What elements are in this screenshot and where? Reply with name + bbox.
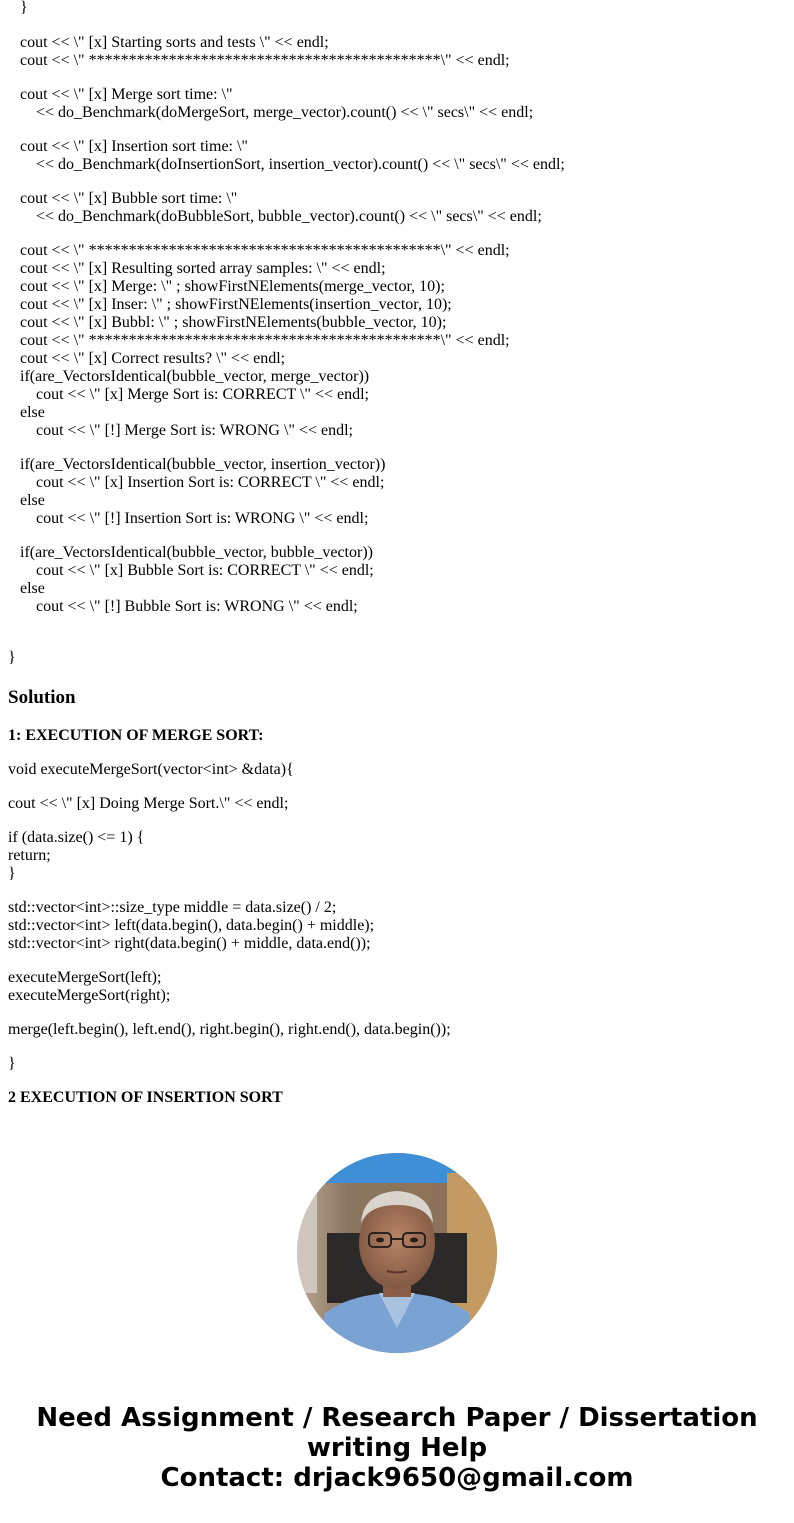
code-line: cout << \" ********************************************\" << endl; (20, 332, 510, 349)
code-line: cout << \" [!] Bubble Sort is: WRONG \" << endl; (36, 598, 358, 615)
author-photo (297, 1153, 497, 1353)
code-line: cout << \" [x] Bubble sort time: \" (20, 190, 238, 207)
code-line: cout << \" [x] Merge Sort is: CORRECT \" << endl; (36, 386, 369, 403)
code-line: void executeMergeSort(vector<int> &data){ (8, 761, 294, 778)
code-line: std::vector<int>::size_type middle = data.size() / 2; (8, 899, 337, 916)
section-heading: 1: EXECUTION OF MERGE SORT: (8, 727, 264, 744)
solution-heading: Solution (8, 687, 76, 708)
code-line: cout << \" [x] Bubbl: \" ; showFirstNElements(bubble_vector, 10); (20, 314, 447, 331)
code-line: } (8, 1055, 16, 1072)
code-line: cout << \" [!] Insertion Sort is: WRONG \" << endl; (36, 510, 369, 527)
code-line: else (20, 580, 45, 597)
code-line: cout << \" ********************************************\" << endl; (20, 52, 510, 69)
code-line: << do_Benchmark(doMergeSort, merge_vector).count() << \" secs\" << endl; (36, 104, 534, 121)
promo-line: writing Help (306, 1433, 488, 1463)
section-heading: 2 EXECUTION OF INSERTION SORT (8, 1089, 283, 1106)
code-line: cout << \" [x] Correct results? \" << endl; (20, 350, 286, 367)
code-line: cout << \" [x] Insertion sort time: \" (20, 138, 248, 155)
code-line: << do_Benchmark(doInsertionSort, insertion_vector).count() << \" secs\" << endl; (36, 156, 565, 173)
promo-banner (0, 1403, 794, 1493)
code-line: if(are_VectorsIdentical(bubble_vector, merge_vector)) (20, 368, 370, 385)
code-line: } (8, 865, 16, 882)
code-line: cout << \" [!] Merge Sort is: WRONG \" << endl; (36, 422, 353, 439)
code-line: << do_Benchmark(doBubbleSort, bubble_vector).count() << \" secs\" << endl; (36, 208, 542, 225)
code-line: cout << \" [x] Merge sort time: \" (20, 86, 233, 103)
code-line: std::vector<int> right(data.begin() + middle, data.end()); (8, 935, 371, 952)
code-line: cout << \" [x] Inser: \" ; showFirstNElements(insertion_vector, 10); (20, 296, 452, 313)
code-line: } (20, 0, 28, 16)
code-line: executeMergeSort(left); (8, 969, 162, 986)
code-line: if(are_VectorsIdentical(bubble_vector, insertion_vector)) (20, 456, 386, 473)
code-line: if (data.size() <= 1) { (8, 829, 145, 846)
code-line: if(are_VectorsIdentical(bubble_vector, bubble_vector)) (20, 544, 373, 561)
code-line: cout << \" [x] Starting sorts and tests \" << endl; (20, 34, 329, 51)
code-line: return; (8, 847, 51, 864)
code-line: cout << \" [x] Resulting sorted array samples: \" << endl; (20, 260, 386, 277)
code-line: executeMergeSort(right); (8, 987, 171, 1004)
code-line: cout << \" ********************************************\" << endl; (20, 242, 510, 259)
code-line: cout << \" [x] Merge: \" ; showFirstNElements(merge_vector, 10); (20, 278, 445, 295)
code-line: cout << \" [x] Bubble Sort is: CORRECT \" << endl; (36, 562, 374, 579)
code-line: else (20, 404, 45, 421)
code-line: merge(left.begin(), left.end(), right.begin(), right.end(), data.begin()); (8, 1021, 451, 1038)
code-line: std::vector<int> left(data.begin(), data.begin() + middle); (8, 917, 375, 934)
author-avatar (297, 1153, 497, 1353)
code-line: } (8, 649, 16, 666)
code-line: cout << \" [x] Insertion Sort is: CORRECT \" << endl; (36, 474, 385, 491)
promo-contact: Contact: drjack9650@gmail.com (160, 1463, 634, 1493)
code-line: cout << \" [x] Doing Merge Sort.\" << endl; (8, 795, 289, 812)
promo-line: Need Assignment / Research Paper / Dissertation (36, 1403, 758, 1433)
code-line: else (20, 492, 45, 509)
